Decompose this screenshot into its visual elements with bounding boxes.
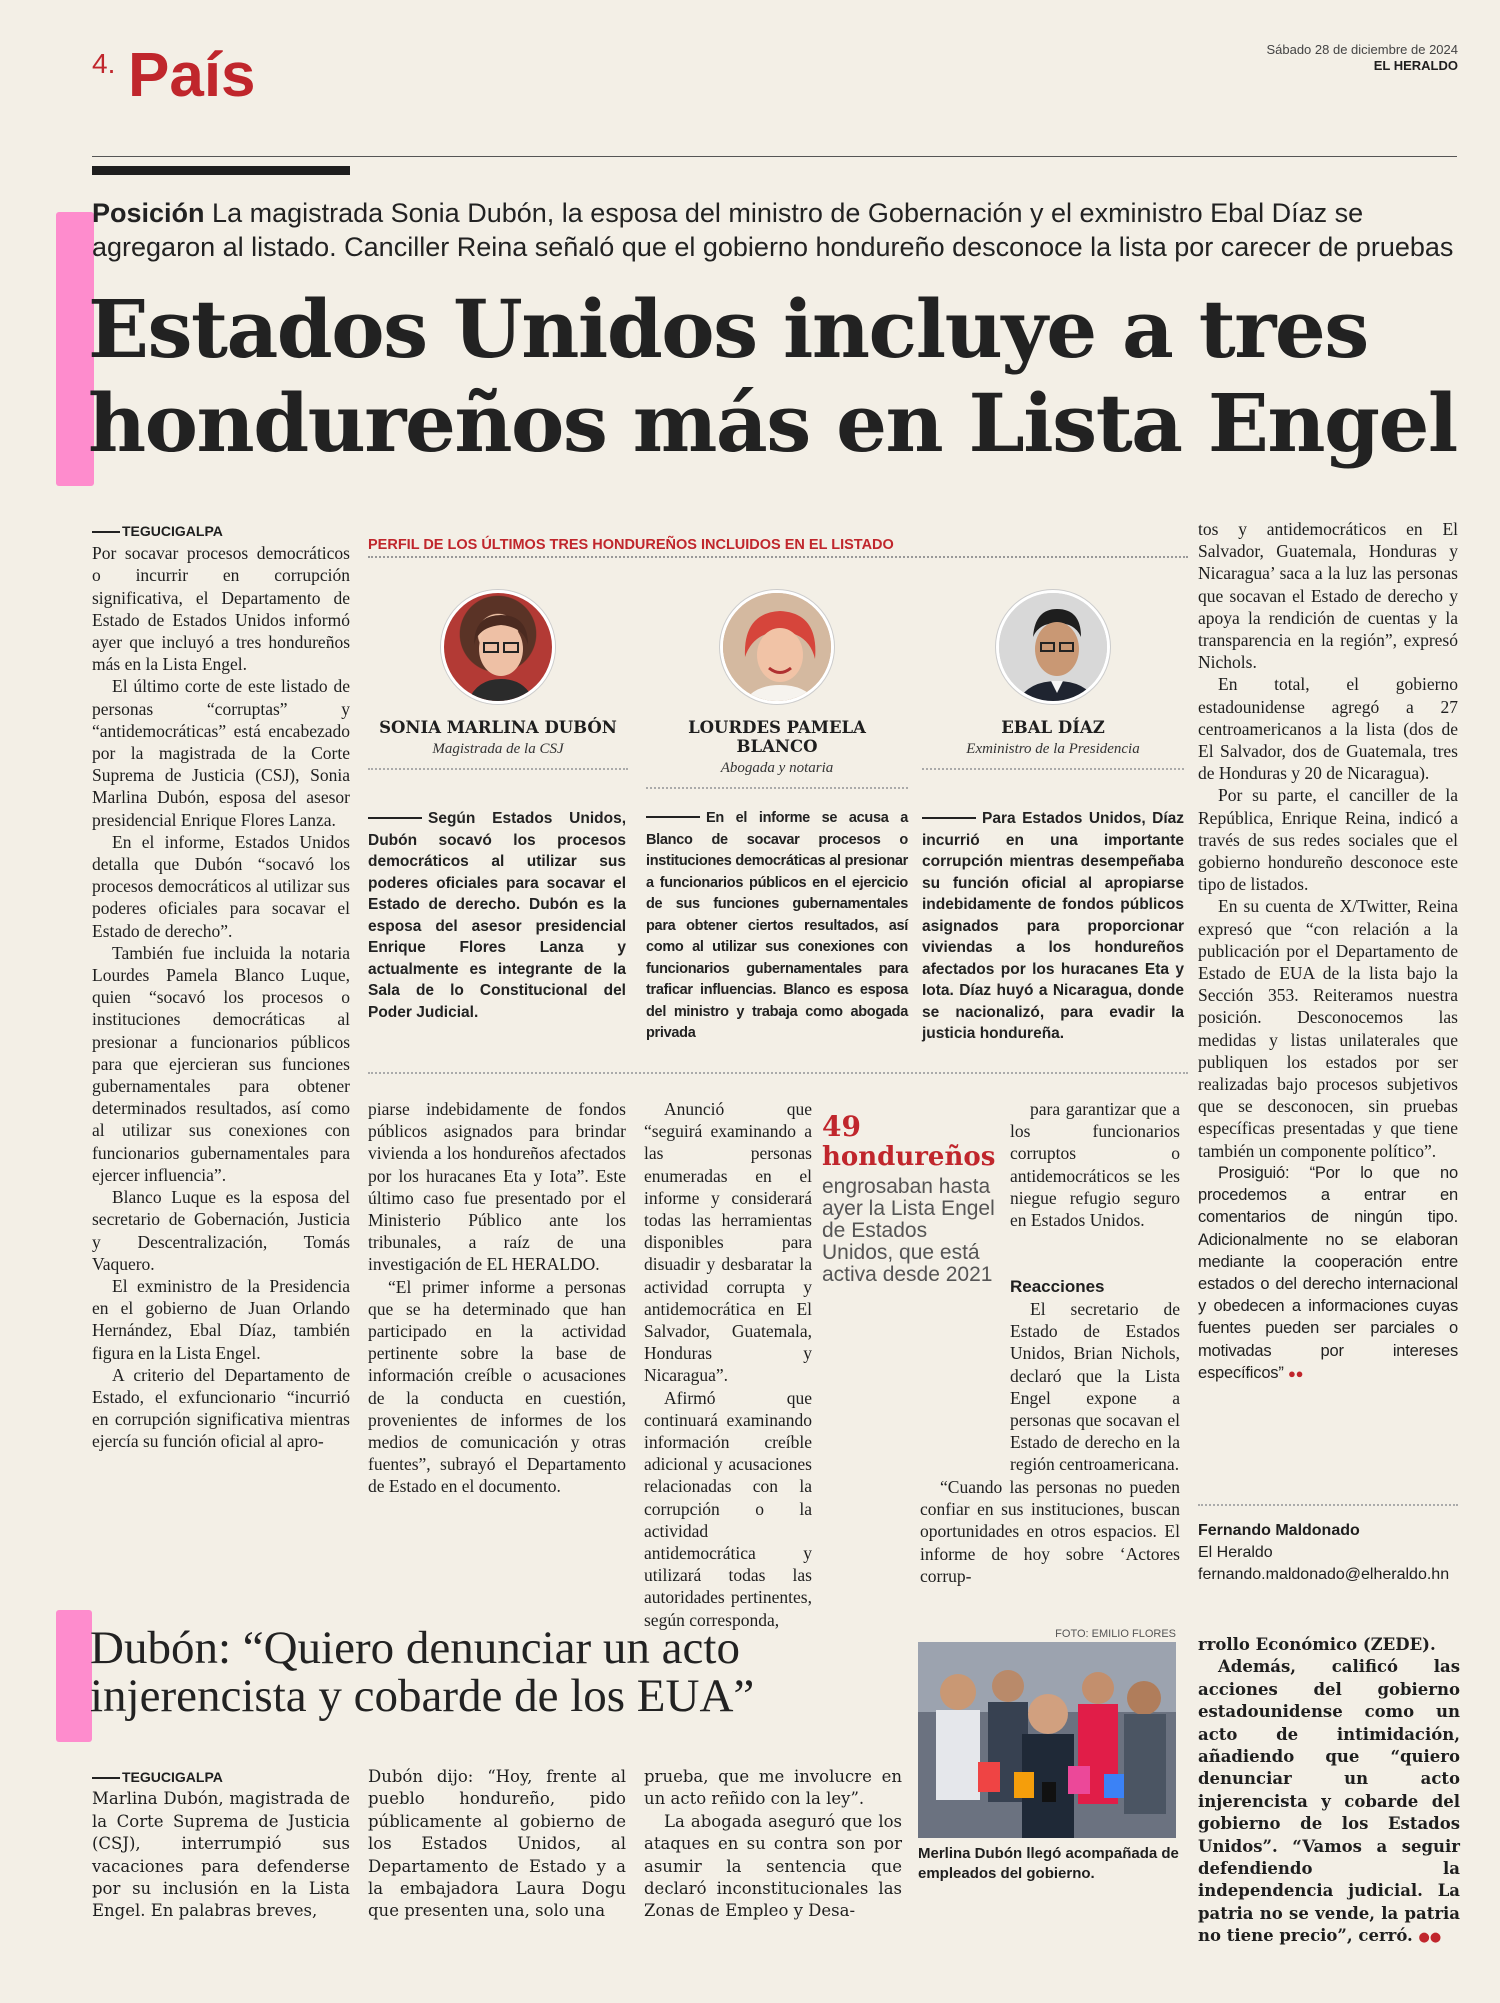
paragraph: A criterio del Departamento de Estado, el exfuncionario “incurrió en corrupción significativa mientras ejercía su función oficial al apro- [92,1364,350,1452]
paragraph [1198,1162,1458,1385]
section-name: País [128,41,256,110]
headline-line-2: hondureños más en Lista Engel [88,376,1457,470]
signature-divider [1198,1504,1458,1506]
profile-divider [922,768,1184,770]
second-headline [90,1624,910,1720]
paragraph: tos y antidemocráticos en El Salvador, Guatemala, Honduras y Nicaragua’ saca a la luz las personas que socavan el Estado de derecho y apoya la rendición de cuentas y la transparencia en la región”, expresó Nichols. [1198,519,1458,673]
lead-rule [646,816,700,818]
article-column-5 [1198,518,1458,1385]
paragraph: rrollo Económico (ZEDE). [1198,1635,1436,1654]
paragraph: para garantizar que a los funcionarios corruptos o antidemocráticos se les niegue refugio seguro en Estados Unidos. [1010,1099,1180,1231]
headline-line-1: Estados Unidos incluye a tres [88,282,1368,376]
profile-description [922,808,1184,1045]
callout-word: hondureños [822,1142,996,1172]
paragraph: Anunció que “seguirá examinando a las personas enumeradas en el informe y considerará todas las herramientas disponibles para disuadir y desbaratar la actividad corrupta y antidemocrática en El Salvador, Guatemala, Honduras y Nicaragua”. [644,1099,812,1386]
publication-name: EL HERALDO [1373,58,1458,73]
paragraph: En total, el gobierno estadounidense agregó a 27 centroamericanos a la lista (dos de El Salvador, dos de Guatemala, tres de Honduras y 20 de Nicaragua). [1198,674,1458,784]
reactions-heading: Reacciones [1010,1277,1105,1296]
profile-role: Exministro de la Presidencia [966,741,1140,757]
paragraph: También fue incluida la notaria Lourdes Pamela Blanco Luque, quien “socavó los procesos o instituciones democráticas al presionar a funcionarios públicos para que ejercieran sus funciones gubernamentales para obtener determinados resultados, así como al utilizar sus conexiones con funcionarios gubernamentales para ejercer influencia”. [92,942,350,1185]
portrait-icon [999,593,1110,704]
article-column-2 [368,1098,626,1498]
portrait-photo [996,590,1110,704]
photo-credit: FOTO: EMILIO FLORES [1055,1628,1176,1640]
article-column-4-end [920,1476,1180,1587]
profile-text: Para Estados Unidos, Díaz incurrió en una importante corrupción mientras desempeñaba su función oficial al apropiarse indebidamente de fondos públicos asignados para proporcionar viviendas a los hondureños afectados por los huracanes Eta y Iota. Díaz huyó a Nicaragua, donde se nacionalizó, para evadir la justicia hondureña. [922,810,1184,1042]
paragraph: El secretario de Estado de Estados Unidos, Brian Nichols, declaró que la Lista Engel expone a personas que socavan el Estado de derecho en la región centroamericana. [1010,1299,1180,1475]
paragraph: Dubón dijo: “Hoy, frente al pueblo hondureño, pido públicamente al gobierno de los Estados Unidos, al Departamento de Estado y a la embajadora Laura Dogu que presenten una, solo una [368,1767,626,1921]
profile-card-dubon [368,590,628,770]
profile-card-blanco [646,590,908,789]
paragraph: “El primer informe a personas que se ha determinado que han participado en la actividad pertinente sobre la base de información creíble o acusaciones de la conducta en cuestión, provenientes de informes de los medios de comunicación y otras fuentes”, subrayó el Departamento de Estado en el documento. [368,1276,626,1497]
profile-description [368,808,626,1023]
profile-role: Abogada y notaria [720,760,834,776]
author-email[interactable]: fernando.maldonado@elheraldo.hn [1198,1566,1450,1583]
callout-text: engrosaban hasta ayer la Lista Engel de Estados Unidos, que está activa desde 2021 [822,1175,995,1286]
article-column-3 [644,1098,812,1631]
paragraph-text: Prosiguió: “Por lo que no procedemos a entrar en comentarios de ningún tipo. Adicionalmente no se elaboran mediante la cooperación entre estados o del derecho internacional y obedecen a informaciones cuyas fuentes pueden ser parciales o motivadas por intereses específicos” [1198,1163,1458,1382]
portrait-icon [723,593,834,704]
article-column-4-top [1010,1098,1180,1231]
profile-name: SONIA MARLINA DUBÓN [379,718,617,737]
author-name: Fernando Maldonado [1198,1522,1360,1539]
profile-role: Magistrada de la CSJ [432,741,564,757]
main-headline [88,282,1488,470]
profiles-bottom-divider [368,1072,1188,1074]
page-number: 4. [92,48,116,79]
paragraph: Por su parte, el canciller de la República, Enrique Reina, indicó a través de sus redes sociales que el gobierno hondureño desconoce este tipo de listados. [1198,785,1458,895]
highlighter-mark [56,1610,92,1742]
dateline: TEGUCIGALPA [92,520,350,542]
lead-rule [368,817,422,819]
callout-number: 49 [822,1110,861,1143]
profiles-title: PERFIL DE LOS ÚLTIMOS TRES HONDUREÑOS INCLUIDOS EN EL LISTADO [368,537,1188,558]
paragraph: Afirmó que continuará examinando información creíble adicional y acusaciones relacionadas con la corrupción o la actividad antidemocrática y utilizará todas las autoridades pertinentes, según corresponda, [644,1387,812,1630]
profile-divider [646,787,908,789]
profile-text: En el informe se acusa a Blanco de socavar procesos o instituciones democráticas al presionar a funcionarios públicos en el ejercicio de sus funciones gubernamentales para obtener ciertos resultados, así como al utilizar sus conexiones con funcionarios gubernamentales para traficar influencias. Blanco es esposa del ministro y trabaja como abogada privada [646,810,908,1041]
paragraph: En el informe, Estados Unidos detalla que Dubón “socavó los procesos democráticos al utilizar sus poderes oficiales para socavar el Estado de derecho”. [92,831,350,941]
second-column-3 [644,1766,902,1923]
deck-label: Posición [92,198,205,228]
photo-caption: Merlina Dubón llegó acompañada de empleados del gobierno. [918,1845,1179,1882]
author-signature [1198,1520,1460,1586]
portrait-icon [444,593,555,704]
header-rule [92,156,1457,157]
issue-date: Sábado 28 de diciembre de 2024 [1266,42,1458,57]
paragraph: En su cuenta de X/Twitter, Reina expresó que “con relación a la publicación por el Departamento de Estado de EUA de la lista bajo la Sección 353. Reiteramos nuestra posición. Desconocemos las medidas y listas unilaterales que publiquen los estados por ser realizadas bajo procesos subjetivos que se desconocen, sin pruebas específicas presentadas y que tiene también un componente político”. [1198,896,1458,1161]
end-mark-icon: ●● [1418,1930,1442,1946]
end-mark-icon: ●● [1288,1365,1304,1381]
paragraph: El exministro de la Presidencia en el gobierno de Juan Orlando Hernández, Ebal Díaz, también figura en la Lista Engel. [92,1275,350,1363]
lead-rule [922,817,976,819]
paragraph: El último corte de este listado de personas “corruptas” y “antidemocráticas” está encabezado por la magistrada de la Corte Suprema de Justicia (CSJ), Sonia Marlina Dubón, esposa del asesor presidencial Enrique Flores Lanza. [92,676,350,830]
dateline: TEGUCIGALPA [92,1766,350,1788]
paragraph: La abogada aseguró que los ataques en su contra son por asumir la sentencia que declaró inconstitucionales las Zonas de Empleo y Desa- [644,1811,902,1921]
deck [92,196,1462,264]
callout-box [822,1112,996,1322]
paragraph: piarse indebidamente de fondos públicos asignados para brindar vivienda a los hondureños afectados por los huracanes Eta y Iota”. Este último caso fue presentado por el Ministerio Público ante los tribunales, a raíz de una investigación de EL HERALDO. [368,1099,626,1275]
second-column-2 [368,1766,626,1923]
second-headline-line-1: Dubón: “Quiero denunciar un acto [90,1622,740,1674]
profile-name: LOURDES PAMELA BLANCO [688,718,866,756]
author-outlet: El Heraldo [1198,1544,1273,1561]
portrait-photo [441,590,555,704]
paragraph [1198,1656,1460,1949]
profile-description [646,808,908,1045]
paragraph-text: Además, calificó las acciones del gobierno estadounidense como un acto de intimidación, añadiendo que “quiero denunciar un acto injerencista y cobarde del gobierno de los Estados Unidos”. “Vamos a seguir defendiendo la independencia judicial. La patria no se vende, la patria no tiene precio”, cerró. [1198,1657,1460,1946]
press-photo [918,1642,1176,1838]
profile-card-diaz [922,590,1184,770]
article-column-1 [92,520,350,1453]
profile-divider [368,768,628,770]
deck-text: La magistrada Sonia Dubón, la esposa del ministro de Gobernación y el exministro Ebal Díaz se agregaron al listado. Canciller Reina señaló que el gobierno hondureño desconoce la lista por carecer de pruebas [92,198,1454,262]
crowd-photo-icon [918,1642,1176,1838]
second-headline-line-2: injerencista y cobarde de los EUA” [90,1670,755,1722]
paragraph: Marlina Dubón, magistrada de la Corte Suprema de Justicia (CSJ), interrumpió sus vacaciones para defenderse por su inclusión en la Lista Engel. En palabras breves, [92,1789,350,1921]
topic-bar [92,166,350,175]
second-column-1 [92,1766,350,1923]
profile-text: Según Estados Unidos, Dubón socavó los procesos democráticos al utilizar sus poderes oficiales para socavar el Estado de derecho. Dubón es la esposa del asesor presidencial Enrique Flores Lanza y actualmente es integrante de la Sala de lo Constitucional del Poder Judicial. [368,810,626,1021]
paragraph: Blanco Luque es la esposa del secretario de Gobernación, Justicia y Descentralización, Tomás Vaquero. [92,1187,350,1274]
paragraph: Por socavar procesos democráticos o incurrir en corrupción significativa, el Departamento de Estado de Estados Unidos informó ayer que incluyó a tres hondureños más en la Lista Engel. [92,543,350,675]
paragraph: “Cuando las personas no pueden confiar en sus instituciones, buscan oportunidades en otros espacios. El informe de hoy sobre ‘Actores corrup- [920,1477,1180,1586]
paragraph: prueba, que me involucre en un acto reñido con la ley”. [644,1767,902,1809]
profile-name: EBAL DÍAZ [1001,718,1105,737]
second-column-5 [1198,1634,1460,1950]
portrait-photo [720,590,834,704]
article-column-4-bottom [1010,1298,1180,1476]
